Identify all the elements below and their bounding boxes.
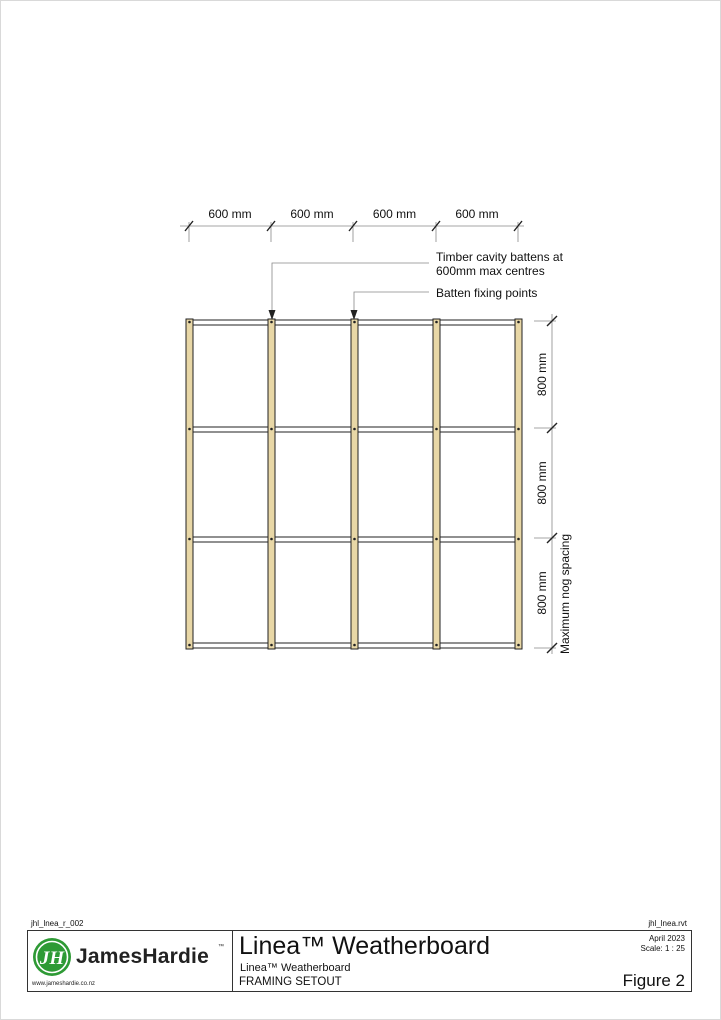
battens-leader-line	[272, 263, 429, 314]
batten-5	[515, 319, 522, 649]
fixing-point-3-3	[353, 538, 356, 541]
fixing-point-2-3	[270, 538, 273, 541]
batten-1	[186, 319, 193, 649]
brand-logo	[32, 935, 228, 981]
fixing-point-3-4	[353, 644, 356, 647]
batten-2	[268, 319, 275, 649]
svg-text:JH: JH	[39, 948, 65, 969]
fixing-point-2-4	[270, 644, 273, 647]
fixing-point-2-2	[270, 428, 273, 431]
product-title: Linea™ Weatherboard	[239, 932, 491, 960]
drawing-ref-right: jhl_lnea.rvt	[648, 919, 687, 928]
fixing-points-callout: Batten fixing points	[436, 286, 538, 300]
fixing-point-1-2	[188, 428, 191, 431]
fixing-point-4-2	[435, 428, 438, 431]
fixing-point-1-3	[188, 538, 191, 541]
brand-name: JamesHardie	[76, 945, 209, 968]
fixing-point-1-1	[188, 321, 191, 324]
callouts	[269, 250, 564, 320]
fixing-point-5-4	[517, 644, 520, 647]
brand-tm: ™	[218, 944, 224, 950]
dimension-label-v-1: 800 mm	[535, 352, 549, 397]
fixing-point-5-3	[517, 538, 520, 541]
battens-callout-line2: 600mm max centres	[436, 264, 545, 278]
vertical-dimension-line	[534, 314, 557, 654]
batten-4	[433, 319, 440, 649]
fixing-point-5-2	[517, 428, 520, 431]
dimension-label-h-3: 600 mm	[372, 207, 417, 221]
product-subtitle: Linea™ Weatherboard	[240, 962, 351, 974]
drawing-date: April 2023	[648, 934, 685, 943]
fixing-point-4-1	[435, 321, 438, 324]
figure-number: Figure 2	[622, 971, 685, 990]
fixing-point-3-1	[353, 321, 356, 324]
title-block	[27, 930, 692, 992]
batten-frame	[186, 319, 522, 649]
fixing-point-4-3	[435, 538, 438, 541]
dimension-label-h-1: 600 mm	[208, 207, 252, 221]
dimension-label-h-2: 600 mm	[290, 207, 334, 221]
title-block-divider	[232, 931, 233, 991]
website-link[interactable]: www.jameshardie.co.nz	[32, 981, 96, 987]
fixing-point-3-2	[353, 428, 356, 431]
drawing-ref-left: jhl_lnea_r_002	[31, 919, 84, 928]
dimension-label-h-4: 600 mm	[455, 207, 499, 221]
batten-3	[351, 319, 358, 649]
drawing-scale: Scale: 1 : 25	[640, 944, 685, 953]
drawing-name: FRAMING SETOUT	[239, 976, 342, 988]
nog-spacing-label: Maximum nog spacing	[558, 533, 572, 655]
dimension-label-v-2: 800 mm	[535, 461, 549, 505]
fixing-point-4-4	[435, 644, 438, 647]
fixing-leader-line	[354, 292, 429, 314]
fixing-point-2-1	[270, 321, 273, 324]
fixing-point-1-4	[188, 644, 191, 647]
dimension-label-v-3: 800 mm	[535, 571, 549, 615]
horizontal-dimension-line	[180, 207, 524, 242]
fixing-point-5-1	[517, 321, 520, 324]
battens-callout-line1: Timber cavity battens at	[436, 250, 563, 264]
jh-logo-icon	[32, 937, 72, 977]
